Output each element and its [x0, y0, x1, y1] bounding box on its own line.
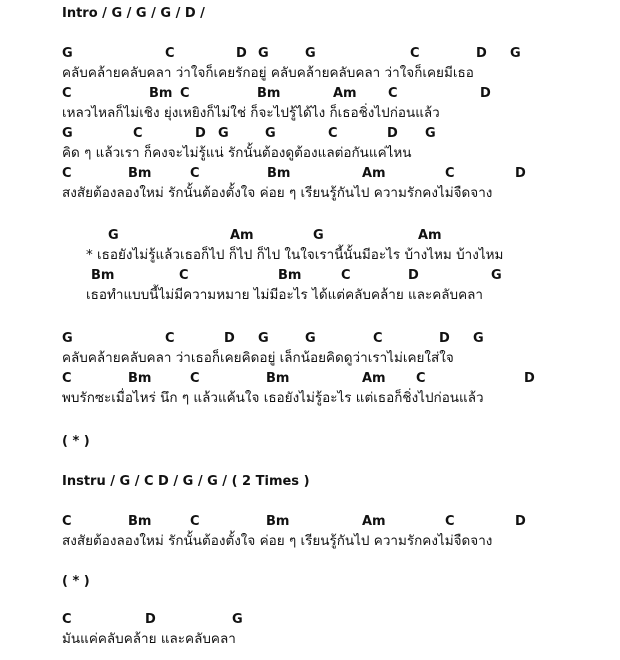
- lyric-text: คลับคล้ายคลับคลา ว่าเธอก็เคยคิดอยู่ เล็กน้อยคิดดูว่าเราไม่เคยใส่ใจ: [62, 350, 454, 366]
- repeat-chorus-marker-2: [0, 572, 620, 592]
- repeat-label: ( * ): [62, 574, 90, 589]
- lyric-text: เหลวไหลก็ไม่เชิง ยุ่งเหยิงก็ไม่ใช่ ก็จะไปรู้ได้ไง ก็เธอชิ่งไปก่อนแล้ว: [62, 105, 440, 121]
- chord: Am: [362, 371, 386, 386]
- chord: C: [179, 268, 189, 283]
- chord: C: [62, 514, 72, 529]
- lyric-text: * เธอยังไม่รู้แล้วเธอก็ไป ก็ไป ก็ไป ในใจเรานี้นั้นมีอะไร บ้างไหม บ้างไหม: [86, 247, 504, 263]
- chord: Bm: [128, 371, 152, 386]
- lyric-text: พบรักซะเมื่อไหร่ นึก ๆ แล้วแค้นใจ เธอยังไม่รู้อะไร แต่เธอก็ชิ่งไปก่อนแล้ว: [62, 390, 484, 406]
- chord: C: [62, 86, 72, 101]
- chord: C: [62, 612, 72, 627]
- lyric-text: สงสัยต้องลองใหม่ รักนั้นต้องตั้งใจ ค่อย ๆ เรียนรู้กันไป ความรักคงไม่จืดจาง: [62, 533, 493, 549]
- chord: C: [62, 371, 72, 386]
- chord: Bm: [91, 268, 115, 283]
- chord-row: [0, 124, 620, 144]
- chord: G: [218, 126, 229, 141]
- chord-row: [0, 369, 620, 389]
- chord: C: [190, 371, 200, 386]
- chord: Bm: [257, 86, 281, 101]
- chord: C: [165, 331, 175, 346]
- lyric-row: [0, 246, 620, 266]
- instru-label: Instru / G / C D / G / G / ( 2 Times ): [62, 474, 310, 489]
- chord: C: [328, 126, 338, 141]
- chord: Bm: [128, 514, 152, 529]
- chord: D: [408, 268, 419, 283]
- chord: G: [491, 268, 502, 283]
- chord: Bm: [267, 166, 291, 181]
- chord: C: [410, 46, 420, 61]
- chord: D: [524, 371, 535, 386]
- chord: G: [305, 46, 316, 61]
- lyric-row: [0, 532, 620, 552]
- chord: G: [305, 331, 316, 346]
- chord: D: [439, 331, 450, 346]
- chord: G: [232, 612, 243, 627]
- chord: Am: [362, 514, 386, 529]
- chord: G: [313, 228, 324, 243]
- chord: Bm: [266, 514, 290, 529]
- chord: G: [265, 126, 276, 141]
- chord-row: [0, 84, 620, 104]
- chord: Am: [362, 166, 386, 181]
- lyric-text: มันแค่คลับคล้าย และคลับคลา: [62, 631, 236, 647]
- chord: C: [388, 86, 398, 101]
- chord: D: [145, 612, 156, 627]
- chord: C: [416, 371, 426, 386]
- chord-row: [0, 610, 620, 630]
- chord: G: [62, 126, 73, 141]
- chord-row: [0, 44, 620, 64]
- chord: G: [108, 228, 119, 243]
- chord: D: [515, 514, 526, 529]
- chord: Bm: [278, 268, 302, 283]
- intro-line: [0, 4, 620, 24]
- chord: Am: [230, 228, 254, 243]
- chord: C: [190, 166, 200, 181]
- chord: D: [387, 126, 398, 141]
- lyric-row: [0, 630, 620, 650]
- chord: C: [445, 514, 455, 529]
- chord: G: [510, 46, 521, 61]
- chord: Am: [333, 86, 357, 101]
- chord: G: [258, 46, 269, 61]
- chord: Bm: [128, 166, 152, 181]
- lyric-row: [0, 104, 620, 124]
- chord: G: [62, 331, 73, 346]
- instrumental-line: [0, 472, 620, 492]
- chord: C: [133, 126, 143, 141]
- chord: D: [476, 46, 487, 61]
- chord: Bm: [149, 86, 173, 101]
- chord: D: [224, 331, 235, 346]
- chord: Am: [418, 228, 442, 243]
- lyric-row: [0, 389, 620, 409]
- chord-row: [0, 226, 620, 246]
- chord-row: [0, 512, 620, 532]
- lyric-row: [0, 286, 620, 306]
- lyric-text: สงสัยต้องลองใหม่ รักนั้นต้องตั้งใจ ค่อย ๆ เรียนรู้กันไป ความรักคงไม่จืดจาง: [62, 185, 493, 201]
- chord: C: [445, 166, 455, 181]
- chord: D: [195, 126, 206, 141]
- chord: C: [341, 268, 351, 283]
- chord: C: [180, 86, 190, 101]
- chord: C: [190, 514, 200, 529]
- repeat-label: ( * ): [62, 434, 90, 449]
- lyric-text: เธอทำแบบนี้ไม่มีความหมาย ไม่มีอะไร ได้แต่คลับคล้าย และคลับคลา: [86, 287, 484, 303]
- chord: D: [236, 46, 247, 61]
- lyric-text: คลับคล้ายคลับคลา ว่าใจก็เคยรักอยู่ คลับคล้ายคลับคลา ว่าใจก็เคยมีเธอ: [62, 65, 474, 81]
- chord: C: [62, 166, 72, 181]
- lyric-row: [0, 349, 620, 369]
- chord-row: [0, 164, 620, 184]
- lyric-row: [0, 64, 620, 84]
- chord: G: [473, 331, 484, 346]
- chord: G: [258, 331, 269, 346]
- chord-row: [0, 266, 620, 286]
- chord: C: [373, 331, 383, 346]
- chord: C: [165, 46, 175, 61]
- repeat-chorus-marker: [0, 432, 620, 452]
- lyric-row: [0, 144, 620, 164]
- chord: G: [62, 46, 73, 61]
- lyric-row: [0, 184, 620, 204]
- chord: D: [515, 166, 526, 181]
- chord: D: [480, 86, 491, 101]
- chord-row: [0, 329, 620, 349]
- chord: Bm: [266, 371, 290, 386]
- intro-label: Intro / G / G / G / D /: [62, 6, 205, 21]
- lyric-text: คิด ๆ แล้วเรา ก็คงจะไม่รู้แน่ รักนั้นต้องดูต้องแลต่อกันแค่ไหน: [62, 145, 412, 161]
- chord: G: [425, 126, 436, 141]
